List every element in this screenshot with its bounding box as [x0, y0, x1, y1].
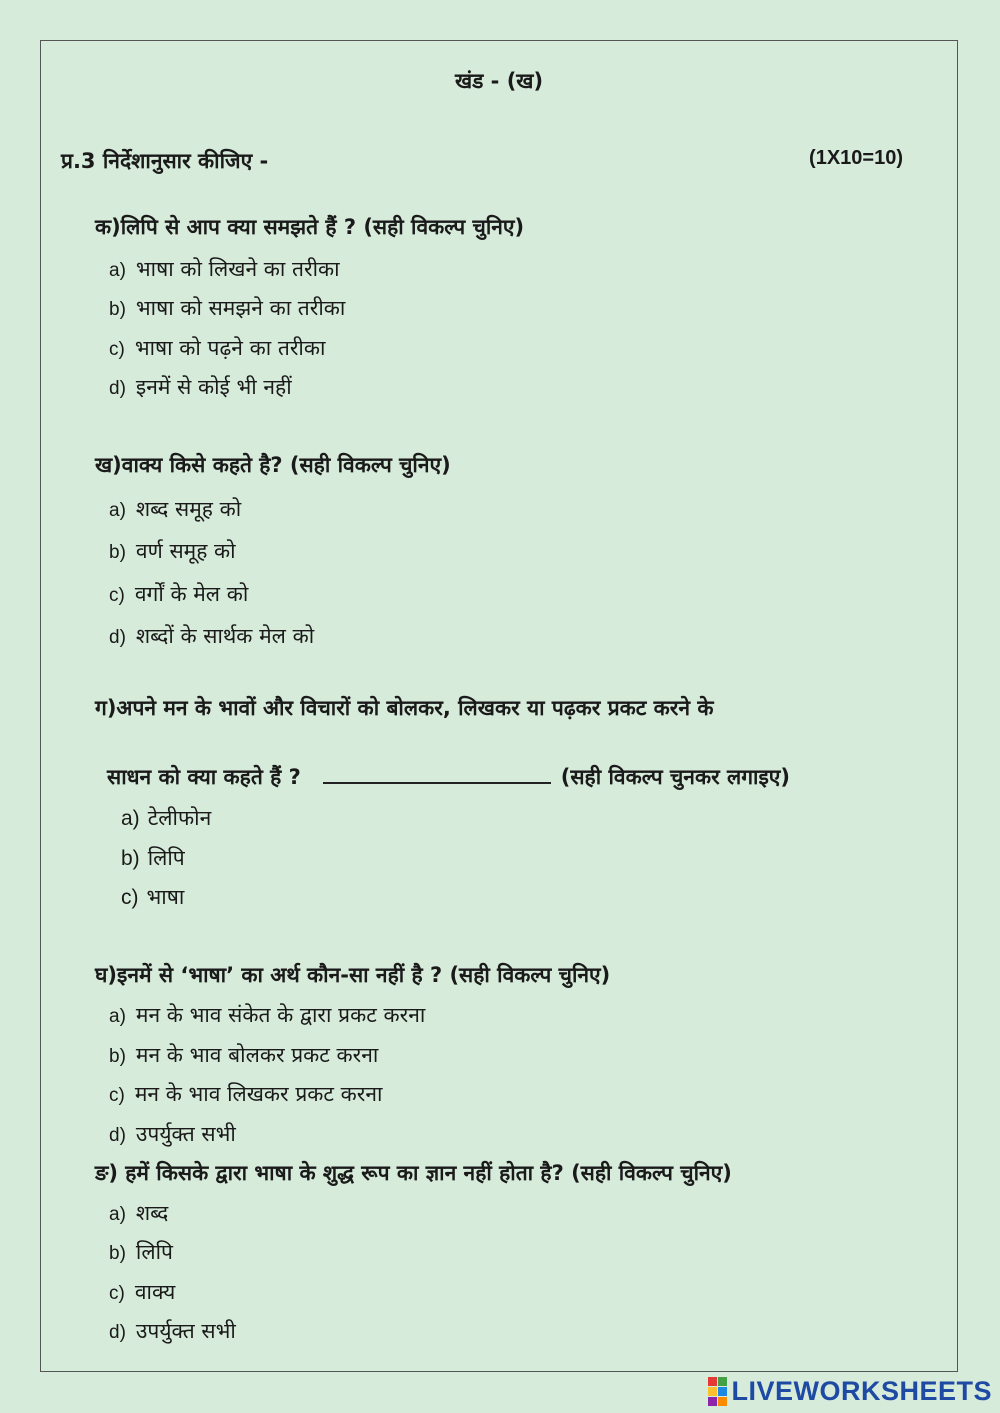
- subquestion-gha-stem: घ)इनमें से ‘भाषा’ का अर्थ कौन-सा नहीं है ? (सही विकल्प चुनिए): [95, 963, 611, 987]
- option-kha-b[interactable]: [109, 537, 236, 565]
- subquestion-kha-stem: ख)वाक्य किसे कहते है? (सही विकल्प चुनिए): [95, 453, 451, 477]
- option-kha-d[interactable]: [109, 622, 314, 650]
- option-text: मन के भाव लिखकर प्रकट करना: [134, 1082, 383, 1106]
- option-label: a): [109, 500, 126, 521]
- option-gha-c[interactable]: [109, 1080, 382, 1108]
- option-text: मन के भाव संकेत के द्वारा प्रकट करना: [135, 1003, 426, 1027]
- option-nga-b[interactable]: [109, 1238, 173, 1266]
- option-label: d): [109, 627, 126, 648]
- option-nga-c[interactable]: [109, 1278, 175, 1306]
- option-label: c): [109, 1283, 125, 1304]
- answer-blank[interactable]: [323, 764, 551, 784]
- logo-blocks-icon: [708, 1377, 727, 1406]
- option-text: शब्दों के सार्थक मेल को: [135, 624, 315, 648]
- option-label: d): [109, 1125, 126, 1146]
- option-label: c): [109, 339, 125, 360]
- option-text: शब्द समूह को: [135, 497, 242, 521]
- option-text: लिपि: [135, 1240, 173, 1264]
- option-text: वाक्य: [134, 1280, 176, 1304]
- option-kha-a[interactable]: [109, 495, 241, 523]
- subquestion-ka-stem: क)लिपि से आप क्या समझते हैं ? (सही विकल्प चुनिए): [95, 215, 525, 239]
- option-text: भाषा को लिखने का तरीका: [135, 257, 340, 281]
- option-label: a): [121, 807, 140, 830]
- worksheet-page: [40, 40, 958, 1372]
- option-text: लिपि: [147, 846, 185, 870]
- option-text: वर्गों के मेल को: [134, 582, 249, 606]
- logo-text: LIVEWORKSHEETS: [731, 1376, 992, 1406]
- logo-block: [718, 1377, 727, 1386]
- subquestion-ga-stem: ग)अपने मन के भावों और विचारों को बोलकर, लिखकर या पढ़कर प्रकट करने के: [95, 696, 714, 720]
- option-ka-c[interactable]: [109, 334, 325, 362]
- option-label: b): [109, 299, 126, 320]
- option-label: a): [109, 1006, 126, 1027]
- option-ka-b[interactable]: [109, 294, 345, 322]
- option-label: b): [109, 1046, 126, 1067]
- option-label: a): [109, 260, 126, 281]
- option-text: टेलीफोन: [147, 806, 212, 830]
- question-header: [61, 147, 903, 175]
- option-text: उपर्युक्त सभी: [135, 1122, 236, 1146]
- option-gha-d[interactable]: [109, 1120, 236, 1148]
- liveworksheets-logo: [708, 1376, 992, 1407]
- option-text: उपर्युक्त सभी: [135, 1319, 236, 1343]
- option-label: b): [109, 542, 126, 563]
- option-label: c): [109, 585, 125, 606]
- option-ka-d[interactable]: [109, 373, 292, 401]
- option-text: भाषा को समझने का तरीका: [135, 296, 346, 320]
- option-label: b): [109, 1243, 126, 1264]
- logo-block: [708, 1377, 717, 1386]
- option-kha-c[interactable]: [109, 580, 248, 608]
- option-label: d): [109, 1322, 126, 1343]
- option-ga-c[interactable]: [121, 883, 184, 911]
- option-ga-b[interactable]: [121, 844, 185, 872]
- subquestion-nga-stem: ङ) हमें किसके द्वारा भाषा के शुद्ध रूप का ज्ञान नहीं होता है? (सही विकल्प चुनिए): [95, 1161, 732, 1185]
- question-title: प्र.3 निर्देशानुसार कीजिए -: [61, 149, 269, 173]
- logo-block: [708, 1387, 717, 1396]
- option-label: d): [109, 378, 126, 399]
- option-nga-d[interactable]: [109, 1317, 236, 1345]
- option-text: वर्ण समूह को: [135, 539, 236, 563]
- option-gha-b[interactable]: [109, 1041, 378, 1069]
- subquestion-ga-stem-line2: [107, 763, 790, 791]
- section-title: खंड - (ख): [454, 69, 544, 93]
- option-label: b): [121, 847, 140, 870]
- option-nga-a[interactable]: [109, 1199, 168, 1227]
- option-label: c): [121, 886, 139, 909]
- logo-block: [708, 1397, 717, 1406]
- option-gha-a[interactable]: [109, 1001, 425, 1029]
- logo-block: [718, 1397, 727, 1406]
- option-text: भाषा को पढ़ने का तरीका: [134, 336, 326, 360]
- logo-block: [718, 1387, 727, 1396]
- question-marks: (1X10=10): [809, 147, 903, 169]
- option-text: मन के भाव बोलकर प्रकट करना: [135, 1043, 379, 1067]
- stem-text: साधन को क्या कहते हैं ?: [107, 765, 301, 789]
- stem-instruction: (सही विकल्प चुनकर लगाइए): [560, 765, 790, 789]
- option-text: शब्द: [135, 1201, 169, 1225]
- option-label: c): [109, 1085, 125, 1106]
- option-label: a): [109, 1204, 126, 1225]
- option-ga-a[interactable]: [121, 804, 211, 832]
- option-text: इनमें से कोई भी नहीं: [135, 375, 292, 399]
- option-ka-a[interactable]: [109, 255, 340, 283]
- option-text: भाषा: [146, 885, 185, 909]
